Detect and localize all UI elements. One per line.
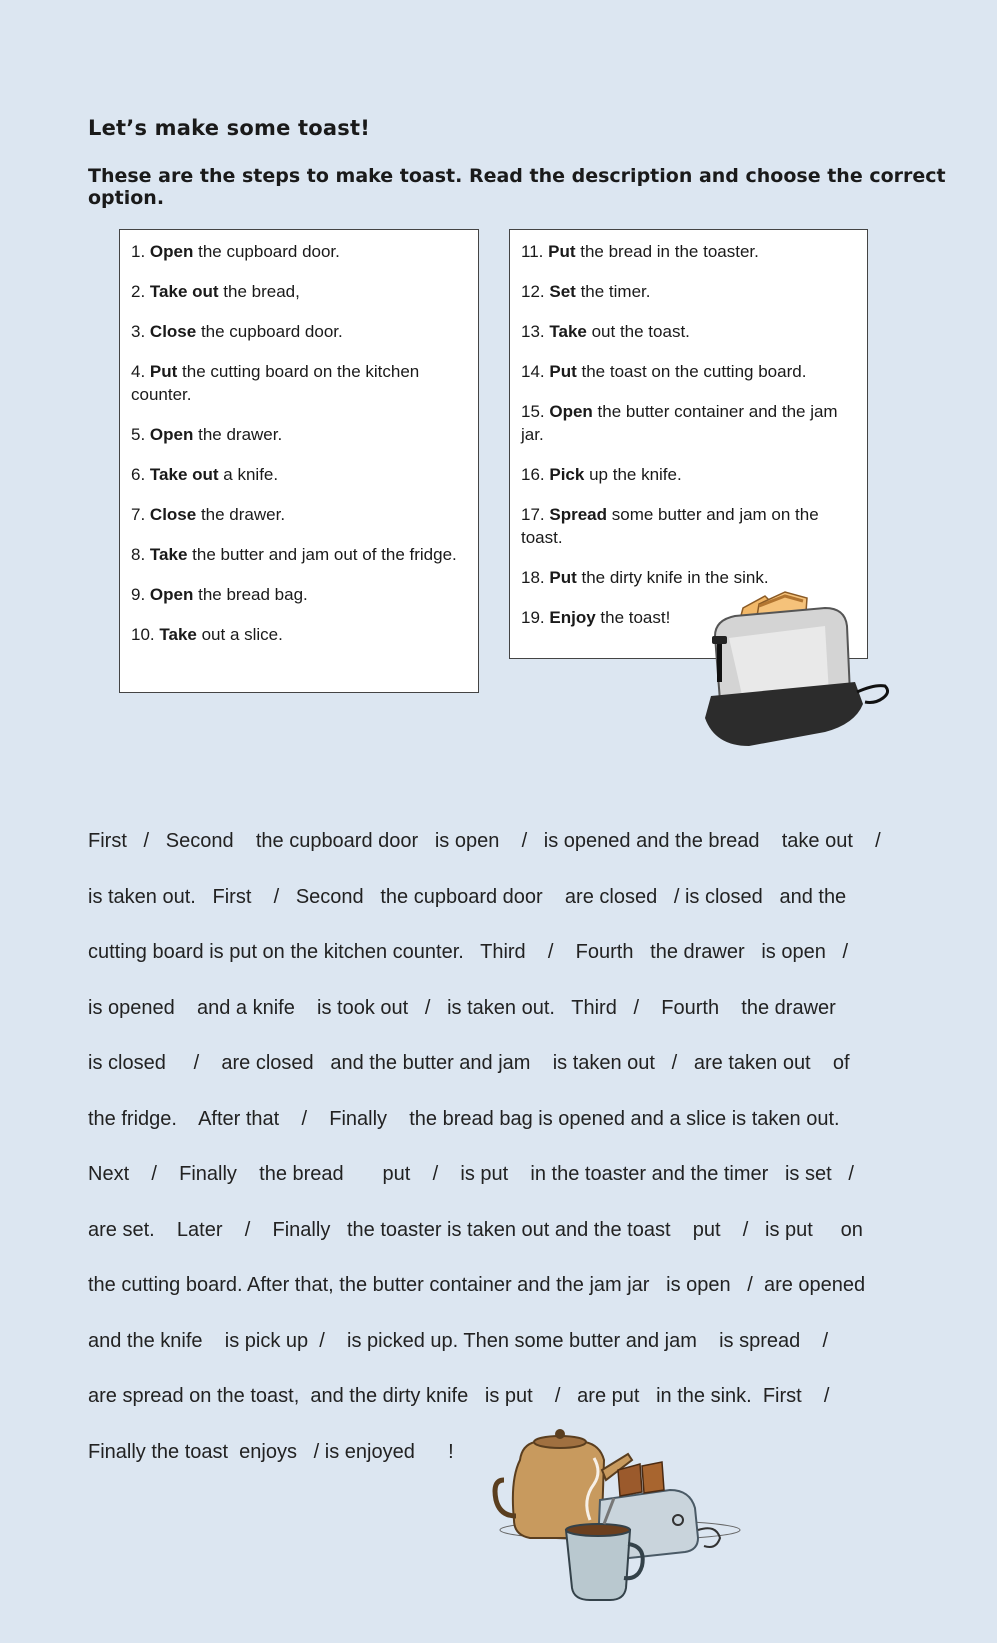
step-item	[131, 280, 468, 303]
step-verb: Close	[149, 322, 197, 341]
exercise-line[interactable]: is taken out. First / Second the cupboard door are closed / is closed and the	[88, 885, 847, 908]
step-number: 3.	[131, 322, 146, 341]
step-number: 12.	[521, 282, 545, 301]
step-number: 9.	[131, 585, 146, 604]
step-text: the drawer.	[196, 505, 286, 524]
step-text: the drawer.	[193, 425, 283, 444]
step-number: 1.	[131, 242, 146, 261]
step-item	[521, 280, 857, 303]
step-number: 19.	[521, 608, 545, 627]
step-item	[131, 543, 468, 566]
step-number: 4.	[131, 362, 146, 381]
step-verb: Enjoy	[549, 608, 596, 627]
step-text: the cupboard door.	[193, 242, 340, 261]
step-number: 16.	[521, 465, 545, 484]
step-number: 11.	[521, 242, 544, 261]
exercise-line[interactable]: is closed / are closed and the butter and jam is taken out / are taken out of	[88, 1052, 850, 1074]
step-verb: Put	[549, 362, 577, 381]
step-verb: Take out	[149, 282, 219, 301]
step-text: the butter container and the jam jar.	[521, 402, 838, 444]
step-item	[521, 320, 857, 343]
step-text: the cupboard door.	[196, 322, 343, 341]
step-number: 5.	[131, 425, 146, 444]
step-text: the bread bag.	[193, 585, 308, 604]
step-number: 14.	[521, 362, 545, 381]
step-item	[131, 583, 468, 606]
step-number: 2.	[131, 282, 146, 301]
step-text: the toast!	[595, 608, 671, 627]
kettle-mug-illustration	[490, 1420, 750, 1620]
step-verb: Take	[549, 322, 587, 341]
exercise-line[interactable]: is opened and a knife is took out / is taken out. Third / Fourth the drawer	[88, 996, 836, 1019]
exercise-line[interactable]: First / Second the cupboard door is open / is opened and the bread take out /	[88, 830, 881, 852]
step-text: the bread,	[218, 282, 300, 301]
page-title: Let’s make some toast!	[88, 116, 370, 140]
step-item	[131, 423, 468, 446]
step-item	[521, 400, 857, 446]
step-item	[131, 240, 468, 263]
step-text: up the knife.	[584, 465, 682, 484]
step-verb: Put	[549, 568, 577, 587]
step-number: 13.	[521, 322, 545, 341]
step-number: 10.	[131, 625, 155, 644]
fill-in-exercise	[88, 814, 928, 1480]
step-item	[131, 320, 468, 343]
step-text: the dirty knife in the sink.	[576, 568, 769, 587]
step-text: the toast on the cutting board.	[576, 362, 807, 381]
step-text: the butter and jam out of the fridge.	[187, 545, 457, 564]
step-number: 15.	[521, 402, 545, 421]
step-verb: Set	[549, 282, 576, 301]
step-verb: Open	[549, 402, 593, 421]
exercise-line[interactable]: are spread on the toast, and the dirty knife is put / are put in the sink. First /	[88, 1385, 830, 1407]
step-verb: Put	[149, 362, 178, 381]
step-verb: Pick	[549, 465, 585, 484]
step-item	[521, 240, 857, 263]
step-text: some butter and jam on the toast.	[521, 505, 819, 547]
step-number: 18.	[521, 568, 545, 587]
step-item	[131, 623, 468, 646]
step-text: a knife.	[218, 465, 279, 484]
steps-list-left	[119, 229, 479, 693]
step-item	[521, 360, 857, 383]
step-verb: Spread	[549, 505, 608, 524]
step-number: 7.	[131, 505, 146, 524]
step-text: the timer.	[575, 282, 651, 301]
exercise-line[interactable]: Finally the toast enjoys / is enjoyed !	[88, 1440, 454, 1463]
exercise-line[interactable]: the fridge. After that / Finally the bread bag is opened and a slice is taken out.	[88, 1107, 840, 1130]
instructions-text: These are the steps to make toast. Read the description and choose the correct option.	[88, 165, 946, 209]
step-number: 6.	[131, 465, 146, 484]
exercise-line[interactable]: the cutting board. After that, the butter container and the jam jar is open / are opened	[88, 1274, 866, 1296]
step-verb: Close	[149, 505, 197, 524]
step-verb: Open	[149, 425, 194, 444]
step-verb: Put	[548, 242, 576, 261]
exercise-line[interactable]: cutting board is put on the kitchen counter. Third / Fourth the drawer is open /	[88, 941, 849, 963]
exercise-line[interactable]: are set. Later / Finally the toaster is taken out and the toast put / is put on	[88, 1218, 863, 1241]
step-verb: Open	[149, 585, 194, 604]
step-item	[521, 503, 857, 549]
step-item	[521, 463, 857, 486]
step-verb: Take	[149, 545, 188, 564]
step-verb: Take out	[149, 465, 219, 484]
toaster-illustration	[705, 586, 905, 746]
exercise-line[interactable]: and the knife is pick up / is picked up. Then some butter and jam is spread /	[88, 1329, 829, 1352]
step-number: 17.	[521, 505, 545, 524]
step-verb: Take	[159, 625, 197, 644]
step-text: out a slice.	[196, 625, 283, 644]
step-verb: Open	[149, 242, 194, 261]
step-text: out the toast.	[586, 322, 690, 341]
step-item	[131, 360, 468, 406]
step-number: 8.	[131, 545, 146, 564]
step-item	[131, 463, 468, 486]
step-text: the cutting board on the kitchen counter.	[131, 362, 420, 404]
step-item	[131, 503, 468, 526]
exercise-line[interactable]: Next / Finally the bread put / is put in the toaster and the timer is set /	[88, 1163, 854, 1185]
step-text: the bread in the toaster.	[575, 242, 759, 261]
